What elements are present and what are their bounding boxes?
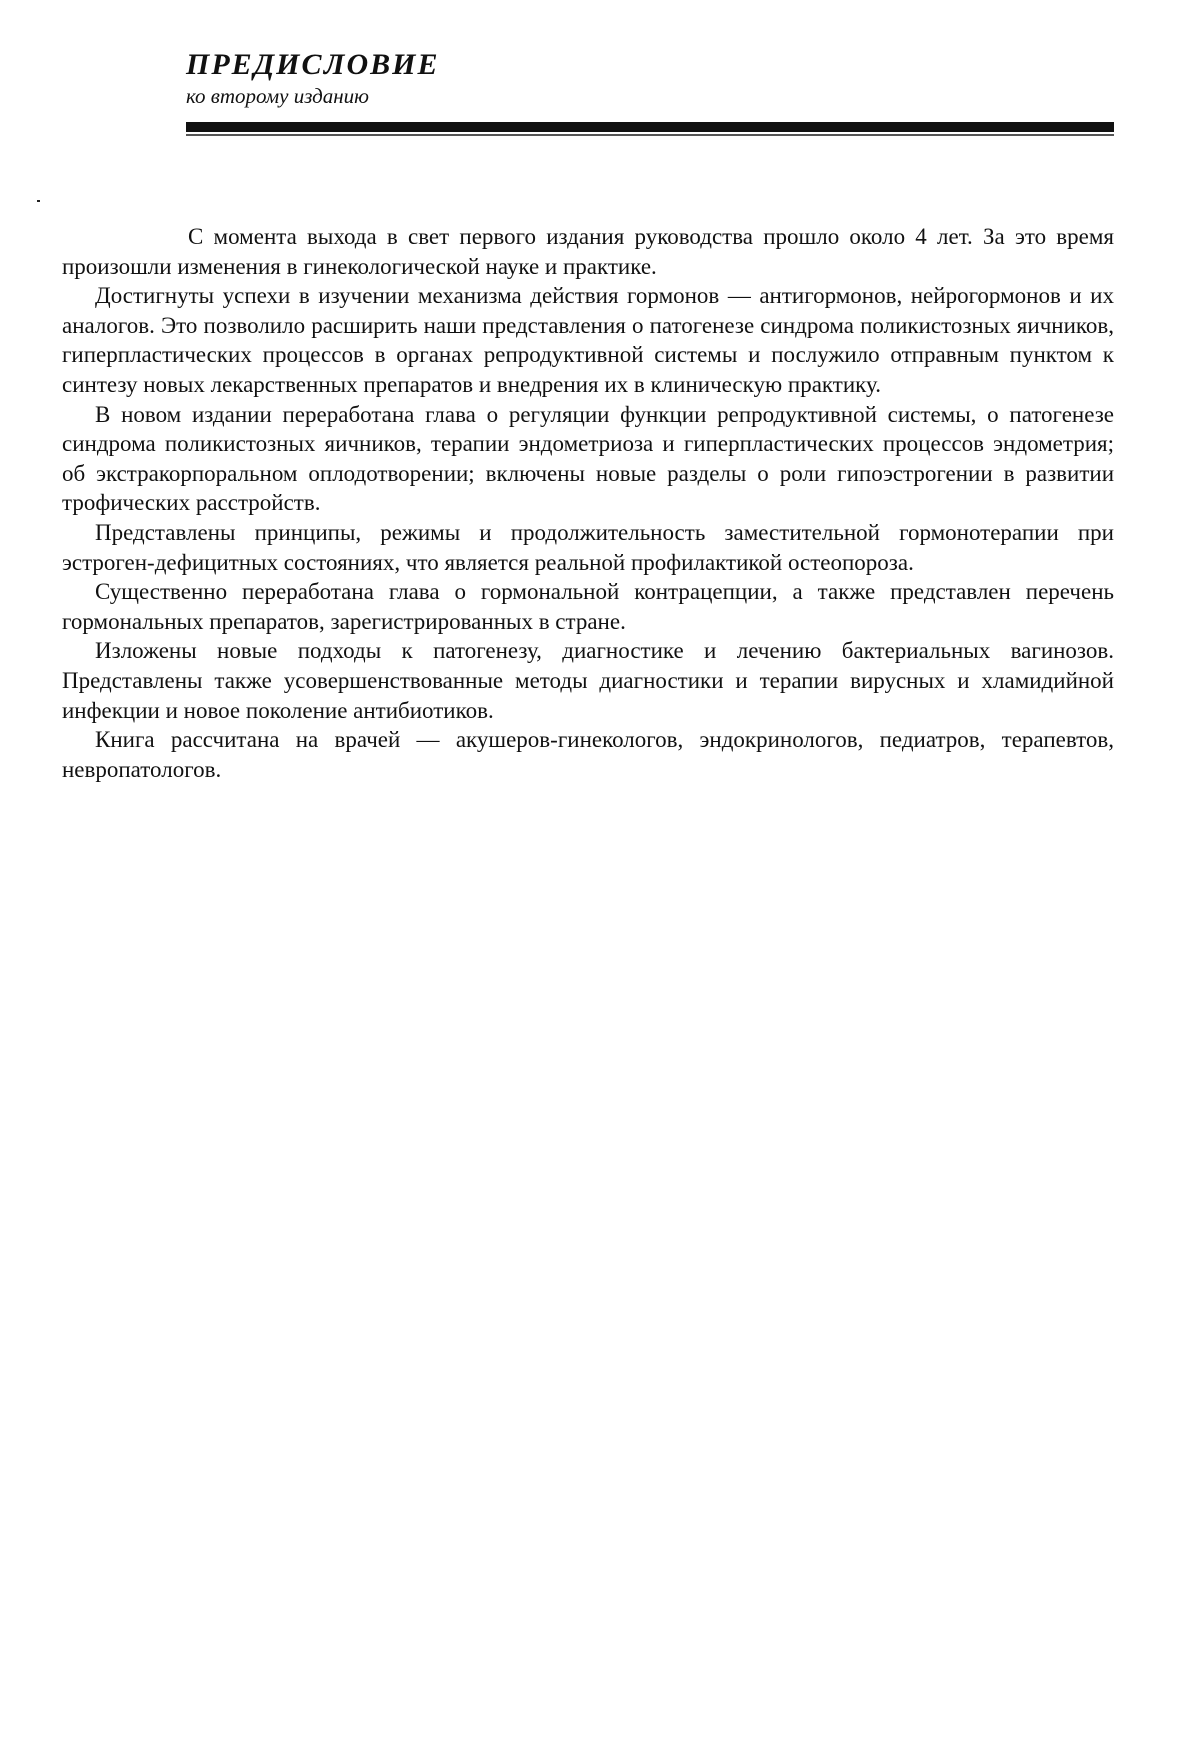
paragraph: Изложены новые подходы к патогенезу, диагностике и лечению бактериальных вагинозов. Представлены также усовершенствованные методы диагностики и терапии вирусных и хламидийной инфекции и новое поколение антибиотиков.: [62, 638, 1114, 723]
page-header: [186, 48, 1114, 108]
preface-body: [62, 222, 1114, 784]
paragraph: Представлены принципы, режимы и продолжительность заместительной гормонотерапии при эстроген-дефицитных состояниях, что является реальной профилактикой остеопороза.: [62, 519, 1114, 575]
header-rule-thin: [186, 134, 1114, 136]
page-title: ПРЕДИСЛОВИЕ: [186, 48, 440, 81]
scan-speck: [37, 200, 40, 202]
paragraph: Существенно переработана глава о гормональной контрацепции, а также представлен перечень гормональных препаратов, зарегистрированных в стране.: [62, 579, 1114, 634]
paragraph: Достигнуты успехи в изучении механизма действия гормонов — антигормонов, нейрогормонов и их аналогов. Это позволило расширить наши представления о патогенезе синдрома поликистозных яичников, гиперпластических процессов в органах репродуктивной системы и послужило отправным пунктом к синтезу новых лекарственных препаратов и внедрения их в клиническую практику.: [62, 283, 1114, 397]
paragraph: Книга рассчитана на врачей — акушеров-гинекологов, эндокринологов, педиатров, терапевтов, невропатологов.: [62, 727, 1114, 782]
page-subtitle: ко второму изданию: [186, 84, 369, 108]
header-rule: [186, 122, 1114, 132]
paragraph: В новом издании переработана глава о регуляции функции репродуктивной системы, о патогенезе синдрома поликистозных яичников, терапии эндометриоза и гиперпластических процессов эндометрия; об экстракорпоральном оплодотворении; включены новые разделы о роли гипоэстрогении в развитии трофических расстройств.: [62, 401, 1114, 516]
paragraph: С момента выхода в свет первого издания руководства прошло около 4 лет. За это время произошли изменения в гинекологической науке и практике.: [62, 224, 1114, 279]
